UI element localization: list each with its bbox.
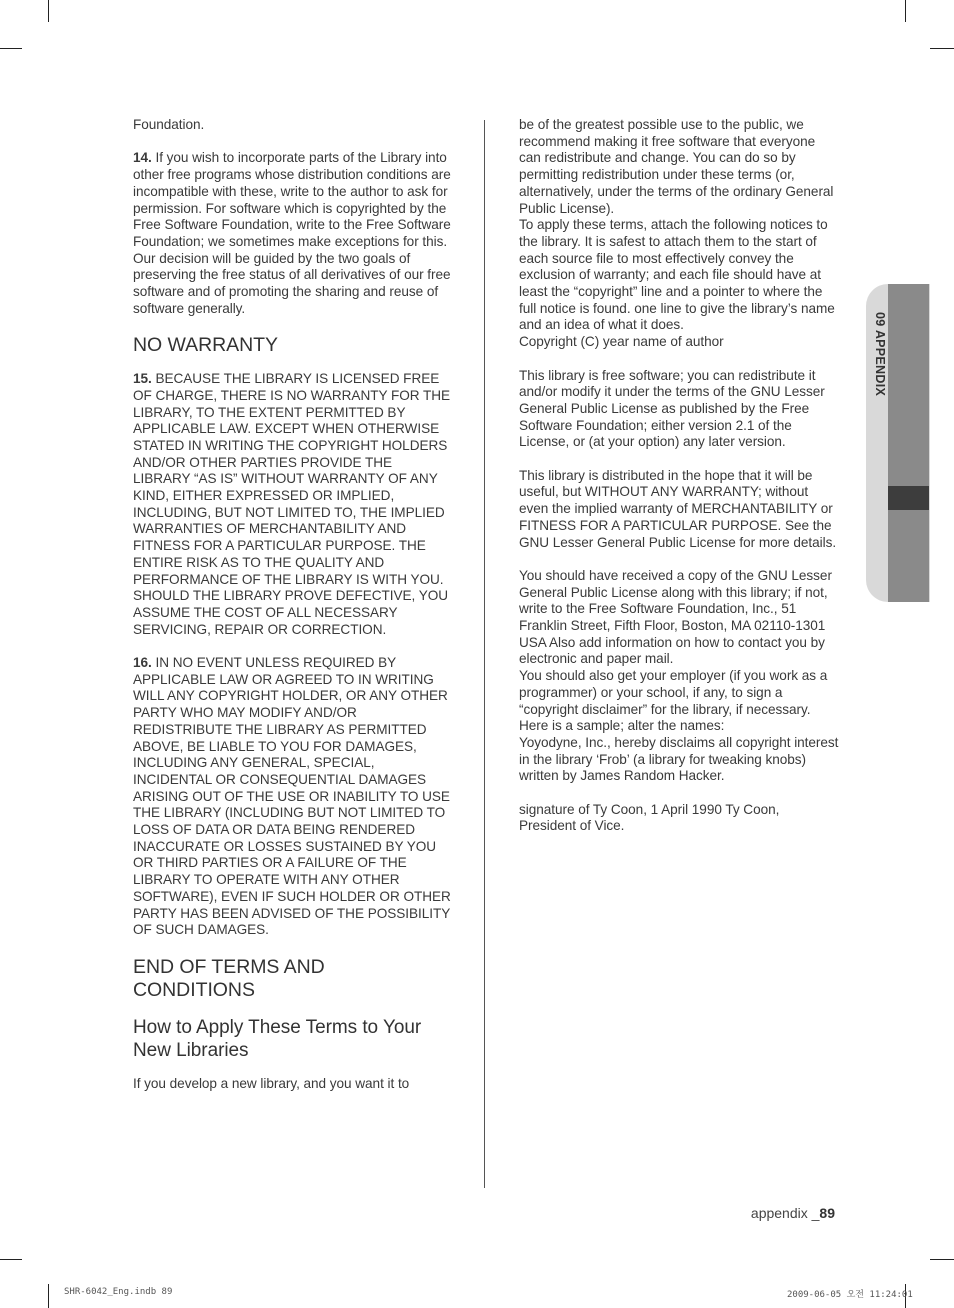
section-14	[133, 150, 451, 317]
paragraph: This library is distributed in the hope that it will be useful, but WITHOUT ANY WARRANTY; without even the implied warranty of MERCHANTABILITY or FITNESS FOR A PARTICULAR PURPOSE. See the GNU Lesser General Public License for more details.	[519, 467, 837, 550]
section-text: IN NO EVENT UNLESS REQUIRED BY APPLICABLE LAW OR AGREED TO IN WRITING WILL ANY COPYRIGHT HOLDER, OR ANY OTHER PARTY WHO MAY MODIFY AND/OR REDISTRIBUTE THE LIBRARY AS PERMITTED ABOVE, BE LIABLE TO YOU FOR DAMAGES, INCLUDING ANY GENERAL, SPECIAL, INCIDENTAL OR CONSEQUENTIAL DAMAGES ARISING OUT OF THE USE OR INABILITY TO USE THE LIBRARY (INCLUDING BUT NOT LIMITED TO LOSS OF DATA OR DATA BEING RENDERED INACCURATE OR LOSSES SUSTAINED BY YOU OR THIRD PARTIES OR A FAILURE OF THE LIBRARY TO OPERATE WITH ANY OTHER SOFTWARE), EVEN IF SUCH HOLDER OR OTHER PARTY HAS BEEN ADVISED OF THE POSSIBILITY OF SUCH DAMAGES.	[133, 655, 451, 938]
section-number: 15.	[133, 371, 152, 387]
paragraph: be of the greatest possible use to the public, we recommend making it free software that everyone can redistribute and change. You can do so by permitting redistribution under these terms (or, alternatively, under the terms of the ordinary General Public License).	[519, 117, 834, 216]
side-tab-bar	[888, 284, 929, 602]
section-text: BECAUSE THE LIBRARY IS LICENSED FREE OF CHARGE, THERE IS NO WARRANTY FOR THE LIBRARY, TO THE EXTENT PERMITTED BY APPLICABLE LAW. EXCEPT WHEN OTHERWISE STATED IN WRITING THE COPYRIGHT HOLDERS AND/OR OTHER PARTIES PROVIDE THE LIBRARY “AS IS” WITHOUT WARRANTY OF ANY KIND, EITHER EXPRESSED OR IMPLIED, INCLUDING, BUT NOT LIMITED TO, THE IMPLIED WARRANTIES OF MERCHANTABILITY AND FITNESS FOR A PARTICULAR PURPOSE. THE ENTIRE RISK AS TO THE QUALITY AND PERFORMANCE OF THE LIBRARY IS WITH YOU. SHOULD THE LIBRARY PROVE DEFECTIVE, YOU ASSUME THE COST OF ALL NECESSARY SERVICING, REPAIR OR CORRECTION.	[133, 371, 451, 637]
paragraph-if-develop: If you develop a new library, and you want it to	[133, 1075, 410, 1091]
section-16	[133, 655, 451, 939]
paragraph: Yoyodyne, Inc., hereby disclaims all copyright interest in the library ‘Frob’ (a library for tweaking knobs) written by James Random Hacker.	[519, 734, 839, 784]
side-tab-marker	[888, 486, 929, 510]
crop-mark	[48, 1284, 49, 1308]
page-footer	[751, 1205, 835, 1221]
paragraph: Copyright (C) year name of author	[519, 334, 724, 350]
section-text: If you wish to incorporate parts of the Library into other free programs whose distribution conditions are incompatible with these, write to the author to ask for permission. For software which is copyrighted by the Free Software Foundation, write to the Free Software Foundation; we sometimes make exceptions for this. Our decision will be guided by the two goals of preserving the free status of all derivatives of our free software and of promoting the sharing and reuse of software generally.	[133, 150, 451, 316]
print-slug-file: SHR-6042_Eng.indb 89	[64, 1287, 173, 1297]
section-number: 16.	[133, 655, 152, 671]
crop-mark	[930, 48, 954, 49]
page-number: 89	[819, 1205, 835, 1221]
crop-mark	[0, 1259, 22, 1260]
paragraph: You should also get your employer (if you work as a programmer) or your school, if any, to sign a “copyright disclaimer” for the library, if necessary. Here is a sample; alter the names:	[519, 668, 828, 734]
heading-how-to-apply: How to Apply These Terms to Your New Libraries	[133, 1016, 422, 1061]
left-column	[133, 117, 451, 1092]
right-column	[519, 117, 839, 835]
section-number: 14.	[133, 150, 152, 166]
crop-mark	[0, 48, 22, 49]
column-divider	[484, 120, 485, 1188]
heading-end-of-terms: END OF TERMS AND CONDITIONS	[133, 955, 325, 1001]
print-slug-date: 2009-06-05 오전 11:24:01	[787, 1290, 913, 1300]
section-15	[133, 371, 451, 638]
paragraph: To apply these terms, attach the following notices to the library. It is safest to attach them to the start of each source file to most effectively convey the exclusion of warranty; and each file should have at least the “copyright” line and a pointer to where the full notice is found. one line to give the library’s name and an idea of what it does.	[519, 217, 835, 333]
crop-mark	[930, 1259, 954, 1260]
footer-section: appendix _	[750, 1205, 820, 1221]
paragraph: This library is free software; you can redistribute it and/or modify it under the terms of the GNU Lesser General Public License as published by the Free Software Foundation; either version 2.1 of the License, or (at your option) any later version.	[519, 367, 825, 450]
side-tab-label: 09 APPENDIX	[873, 312, 887, 397]
paragraph: You should have received a copy of the GNU Lesser General Public License along with this library; if not, write to the Free Software Foundation, Inc., 51 Franklin Street, Fifth Floor, Boston, MA 02110-1301 USA Also add information on how to contact you by electronic and paper mail.	[519, 567, 832, 667]
crop-mark	[905, 0, 906, 22]
paragraph: signature of Ty Coon, 1 April 1990 Ty Coon, President of Vice.	[519, 801, 780, 834]
heading-no-warranty: NO WARRANTY	[133, 334, 278, 357]
crop-mark	[48, 0, 49, 22]
paragraph-foundation: Foundation.	[133, 117, 205, 132]
